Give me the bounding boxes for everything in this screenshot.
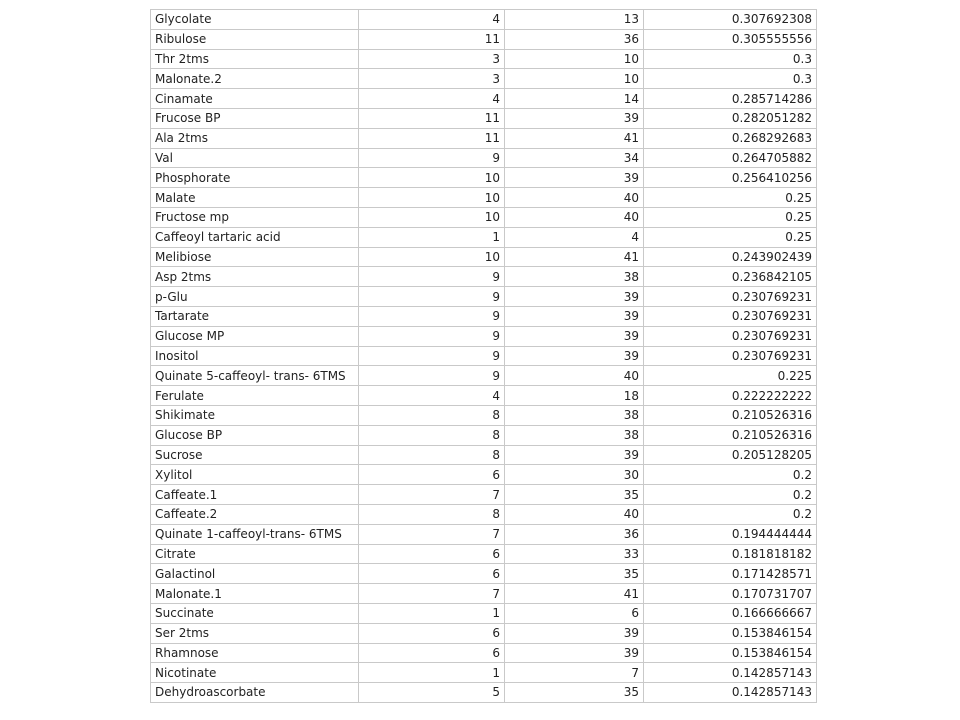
count-b-cell[interactable]: 7 bbox=[505, 663, 644, 683]
count-b-cell[interactable]: 6 bbox=[505, 603, 644, 623]
count-b-cell[interactable]: 38 bbox=[505, 425, 644, 445]
compound-cell[interactable]: Rhamnose bbox=[151, 643, 359, 663]
table-row bbox=[151, 326, 817, 346]
compound-cell[interactable]: Ferulate bbox=[151, 386, 359, 406]
ratio-cell[interactable]: 0.25 bbox=[644, 227, 817, 247]
table-row bbox=[151, 683, 817, 703]
count-a-cell[interactable]: 9 bbox=[359, 346, 505, 366]
compound-cell[interactable]: Val bbox=[151, 148, 359, 168]
ratio-cell[interactable]: 0.194444444 bbox=[644, 524, 817, 544]
ratio-cell[interactable]: 0.142857143 bbox=[644, 683, 817, 703]
table-row bbox=[151, 29, 817, 49]
table-row bbox=[151, 267, 817, 287]
compound-cell[interactable]: Caffeate.1 bbox=[151, 485, 359, 505]
ratio-cell[interactable]: 0.166666667 bbox=[644, 603, 817, 623]
data-table bbox=[150, 9, 817, 703]
table-row bbox=[151, 89, 817, 109]
count-a-cell[interactable]: 9 bbox=[359, 287, 505, 307]
ratio-cell[interactable]: 0.210526316 bbox=[644, 425, 817, 445]
compound-cell[interactable]: Inositol bbox=[151, 346, 359, 366]
table-row bbox=[151, 128, 817, 148]
compound-cell[interactable]: Malonate.2 bbox=[151, 69, 359, 89]
table-row bbox=[151, 425, 817, 445]
count-b-cell[interactable]: 30 bbox=[505, 465, 644, 485]
count-b-cell[interactable]: 10 bbox=[505, 69, 644, 89]
count-a-cell[interactable]: 7 bbox=[359, 584, 505, 604]
ratio-cell[interactable]: 0.225 bbox=[644, 366, 817, 386]
count-b-cell[interactable]: 10 bbox=[505, 49, 644, 69]
count-b-cell[interactable]: 39 bbox=[505, 643, 644, 663]
table-row bbox=[151, 69, 817, 89]
count-a-cell[interactable]: 6 bbox=[359, 544, 505, 564]
table-row bbox=[151, 10, 817, 30]
table-row bbox=[151, 485, 817, 505]
count-b-cell[interactable]: 35 bbox=[505, 564, 644, 584]
table-row bbox=[151, 207, 817, 227]
count-a-cell[interactable]: 9 bbox=[359, 366, 505, 386]
count-a-cell[interactable]: 8 bbox=[359, 445, 505, 465]
ratio-cell[interactable]: 0.25 bbox=[644, 207, 817, 227]
count-b-cell[interactable]: 14 bbox=[505, 89, 644, 109]
compound-cell[interactable]: Frucose BP bbox=[151, 108, 359, 128]
count-b-cell[interactable]: 36 bbox=[505, 524, 644, 544]
ratio-cell[interactable]: 0.2 bbox=[644, 465, 817, 485]
ratio-cell[interactable]: 0.171428571 bbox=[644, 564, 817, 584]
count-b-cell[interactable]: 13 bbox=[505, 10, 644, 30]
compound-cell[interactable]: p-Glu bbox=[151, 287, 359, 307]
table-row bbox=[151, 564, 817, 584]
table-row bbox=[151, 544, 817, 564]
count-a-cell[interactable]: 8 bbox=[359, 405, 505, 425]
count-a-cell[interactable]: 1 bbox=[359, 663, 505, 683]
compound-cell[interactable]: Galactinol bbox=[151, 564, 359, 584]
count-a-cell[interactable]: 8 bbox=[359, 504, 505, 524]
count-a-cell[interactable]: 1 bbox=[359, 603, 505, 623]
compound-cell[interactable]: Thr 2tms bbox=[151, 49, 359, 69]
ratio-cell[interactable]: 0.2 bbox=[644, 485, 817, 505]
compound-cell[interactable]: Quinate 1-caffeoyl-trans- 6TMS bbox=[151, 524, 359, 544]
table-row bbox=[151, 524, 817, 544]
ratio-cell[interactable]: 0.268292683 bbox=[644, 128, 817, 148]
compound-cell[interactable]: Succinate bbox=[151, 603, 359, 623]
table-row bbox=[151, 168, 817, 188]
count-a-cell[interactable]: 9 bbox=[359, 148, 505, 168]
table-body bbox=[151, 10, 817, 703]
compound-cell[interactable]: Asp 2tms bbox=[151, 267, 359, 287]
compound-cell[interactable]: Malonate.1 bbox=[151, 584, 359, 604]
table-row bbox=[151, 188, 817, 208]
count-b-cell[interactable]: 41 bbox=[505, 584, 644, 604]
count-b-cell[interactable]: 40 bbox=[505, 188, 644, 208]
table-row bbox=[151, 306, 817, 326]
count-b-cell[interactable]: 40 bbox=[505, 366, 644, 386]
ratio-cell[interactable]: 0.230769231 bbox=[644, 306, 817, 326]
compound-cell[interactable]: Dehydroascorbate bbox=[151, 683, 359, 703]
count-a-cell[interactable]: 10 bbox=[359, 168, 505, 188]
count-a-cell[interactable]: 8 bbox=[359, 425, 505, 445]
compound-cell[interactable]: Glucose MP bbox=[151, 326, 359, 346]
count-a-cell[interactable]: 9 bbox=[359, 306, 505, 326]
ratio-cell[interactable]: 0.170731707 bbox=[644, 584, 817, 604]
count-b-cell[interactable]: 41 bbox=[505, 247, 644, 267]
count-b-cell[interactable]: 39 bbox=[505, 623, 644, 643]
ratio-cell[interactable]: 0.222222222 bbox=[644, 386, 817, 406]
ratio-cell[interactable]: 0.307692308 bbox=[644, 10, 817, 30]
count-a-cell[interactable]: 11 bbox=[359, 29, 505, 49]
ratio-cell[interactable]: 0.3 bbox=[644, 69, 817, 89]
count-a-cell[interactable]: 10 bbox=[359, 207, 505, 227]
count-a-cell[interactable]: 6 bbox=[359, 623, 505, 643]
count-a-cell[interactable]: 11 bbox=[359, 108, 505, 128]
table-row bbox=[151, 504, 817, 524]
ratio-cell[interactable]: 0.285714286 bbox=[644, 89, 817, 109]
table-row bbox=[151, 623, 817, 643]
table-row bbox=[151, 227, 817, 247]
count-b-cell[interactable]: 41 bbox=[505, 128, 644, 148]
count-b-cell[interactable]: 4 bbox=[505, 227, 644, 247]
count-b-cell[interactable]: 35 bbox=[505, 485, 644, 505]
ratio-cell[interactable]: 0.2 bbox=[644, 504, 817, 524]
table-row bbox=[151, 108, 817, 128]
count-a-cell[interactable]: 6 bbox=[359, 643, 505, 663]
compound-cell[interactable]: Fructose mp bbox=[151, 207, 359, 227]
count-b-cell[interactable]: 39 bbox=[505, 326, 644, 346]
compound-cell[interactable]: Sucrose bbox=[151, 445, 359, 465]
ratio-cell[interactable]: 0.256410256 bbox=[644, 168, 817, 188]
compound-cell[interactable]: Quinate 5-caffeoyl- trans- 6TMS bbox=[151, 366, 359, 386]
compound-cell[interactable]: Caffeate.2 bbox=[151, 504, 359, 524]
count-a-cell[interactable]: 4 bbox=[359, 89, 505, 109]
count-a-cell[interactable]: 9 bbox=[359, 267, 505, 287]
compound-cell[interactable]: Caffeoyl tartaric acid bbox=[151, 227, 359, 247]
count-a-cell[interactable]: 3 bbox=[359, 49, 505, 69]
count-a-cell[interactable]: 6 bbox=[359, 564, 505, 584]
compound-cell[interactable]: Citrate bbox=[151, 544, 359, 564]
count-a-cell[interactable]: 4 bbox=[359, 386, 505, 406]
table-row bbox=[151, 386, 817, 406]
compound-cell[interactable]: Ala 2tms bbox=[151, 128, 359, 148]
compound-cell[interactable]: Cinamate bbox=[151, 89, 359, 109]
table-row bbox=[151, 445, 817, 465]
table-row bbox=[151, 247, 817, 267]
count-b-cell[interactable]: 36 bbox=[505, 29, 644, 49]
ratio-cell[interactable]: 0.236842105 bbox=[644, 267, 817, 287]
count-a-cell[interactable]: 10 bbox=[359, 188, 505, 208]
count-b-cell[interactable]: 35 bbox=[505, 683, 644, 703]
compound-cell[interactable]: Malate bbox=[151, 188, 359, 208]
ratio-cell[interactable]: 0.25 bbox=[644, 188, 817, 208]
table-row bbox=[151, 346, 817, 366]
count-a-cell[interactable]: 7 bbox=[359, 524, 505, 544]
compound-cell[interactable]: Phosphorate bbox=[151, 168, 359, 188]
count-b-cell[interactable]: 39 bbox=[505, 108, 644, 128]
ratio-cell[interactable]: 0.264705882 bbox=[644, 148, 817, 168]
count-b-cell[interactable]: 40 bbox=[505, 207, 644, 227]
ratio-cell[interactable]: 0.153846154 bbox=[644, 623, 817, 643]
compound-cell[interactable]: Ser 2tms bbox=[151, 623, 359, 643]
table-row bbox=[151, 49, 817, 69]
count-b-cell[interactable]: 39 bbox=[505, 306, 644, 326]
compound-cell[interactable]: Tartarate bbox=[151, 306, 359, 326]
count-b-cell[interactable]: 39 bbox=[505, 445, 644, 465]
ratio-cell[interactable]: 0.230769231 bbox=[644, 346, 817, 366]
compound-cell[interactable]: Ribulose bbox=[151, 29, 359, 49]
compound-cell[interactable]: Shikimate bbox=[151, 405, 359, 425]
ratio-cell[interactable]: 0.181818182 bbox=[644, 544, 817, 564]
table-row bbox=[151, 405, 817, 425]
compound-cell[interactable]: Glycolate bbox=[151, 10, 359, 30]
ratio-cell[interactable]: 0.210526316 bbox=[644, 405, 817, 425]
table-row bbox=[151, 465, 817, 485]
compound-cell[interactable]: Glucose BP bbox=[151, 425, 359, 445]
count-b-cell[interactable]: 34 bbox=[505, 148, 644, 168]
count-b-cell[interactable]: 38 bbox=[505, 267, 644, 287]
count-b-cell[interactable]: 18 bbox=[505, 386, 644, 406]
count-b-cell[interactable]: 39 bbox=[505, 346, 644, 366]
count-a-cell[interactable]: 7 bbox=[359, 485, 505, 505]
count-a-cell[interactable]: 1 bbox=[359, 227, 505, 247]
ratio-cell[interactable]: 0.230769231 bbox=[644, 326, 817, 346]
count-a-cell[interactable]: 3 bbox=[359, 69, 505, 89]
count-a-cell[interactable]: 10 bbox=[359, 247, 505, 267]
compound-cell[interactable]: Xylitol bbox=[151, 465, 359, 485]
count-a-cell[interactable]: 6 bbox=[359, 465, 505, 485]
ratio-cell[interactable]: 0.142857143 bbox=[644, 663, 817, 683]
ratio-cell[interactable]: 0.230769231 bbox=[644, 287, 817, 307]
ratio-cell[interactable]: 0.205128205 bbox=[644, 445, 817, 465]
count-a-cell[interactable]: 11 bbox=[359, 128, 505, 148]
table-row bbox=[151, 663, 817, 683]
ratio-cell[interactable]: 0.282051282 bbox=[644, 108, 817, 128]
ratio-cell[interactable]: 0.153846154 bbox=[644, 643, 817, 663]
count-a-cell[interactable]: 4 bbox=[359, 10, 505, 30]
table-row bbox=[151, 643, 817, 663]
count-b-cell[interactable]: 39 bbox=[505, 168, 644, 188]
count-b-cell[interactable]: 33 bbox=[505, 544, 644, 564]
ratio-cell[interactable]: 0.305555556 bbox=[644, 29, 817, 49]
table-row bbox=[151, 603, 817, 623]
table-row bbox=[151, 287, 817, 307]
count-a-cell[interactable]: 9 bbox=[359, 326, 505, 346]
table-row bbox=[151, 366, 817, 386]
count-a-cell[interactable]: 5 bbox=[359, 683, 505, 703]
ratio-cell[interactable]: 0.243902439 bbox=[644, 247, 817, 267]
count-b-cell[interactable]: 38 bbox=[505, 405, 644, 425]
table-row bbox=[151, 584, 817, 604]
compound-cell[interactable]: Nicotinate bbox=[151, 663, 359, 683]
table-row bbox=[151, 148, 817, 168]
compound-cell[interactable]: Melibiose bbox=[151, 247, 359, 267]
count-b-cell[interactable]: 39 bbox=[505, 287, 644, 307]
ratio-cell[interactable]: 0.3 bbox=[644, 49, 817, 69]
count-b-cell[interactable]: 40 bbox=[505, 504, 644, 524]
